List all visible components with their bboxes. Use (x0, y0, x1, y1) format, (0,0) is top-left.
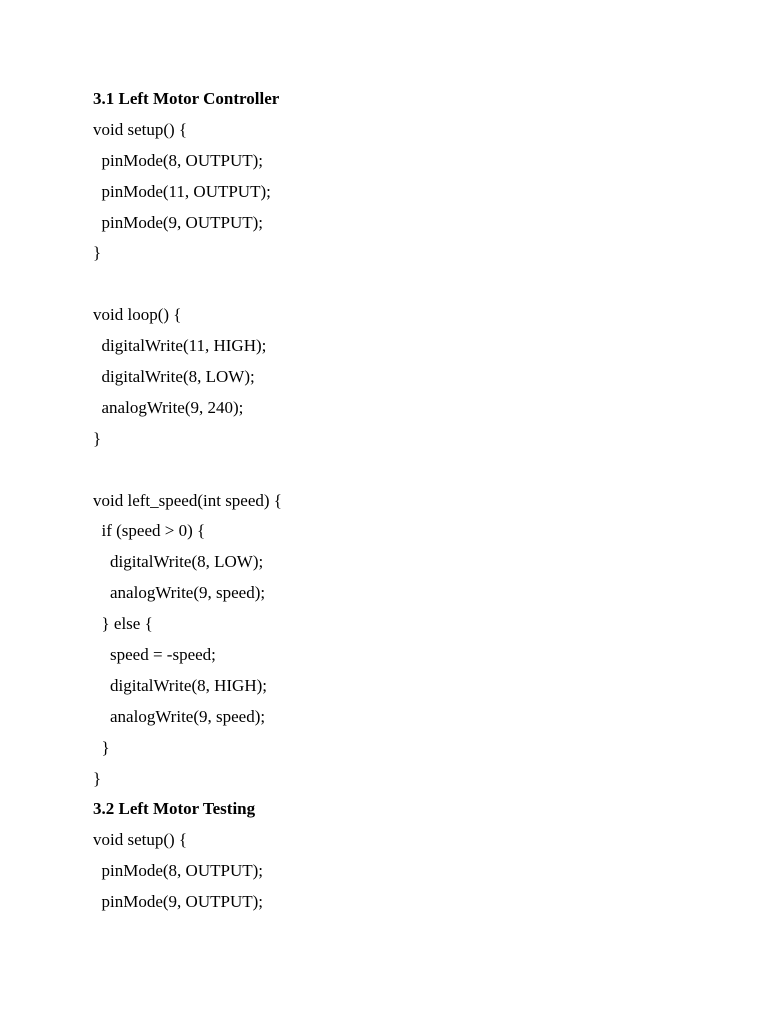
code-line: void loop() { (93, 305, 182, 325)
code-line: } (93, 737, 110, 757)
code-line: analogWrite(9, 240); (93, 397, 244, 417)
code-line: void left_speed(int speed) { (93, 490, 282, 510)
code-line: pinMode(9, OUTPUT); (93, 892, 263, 912)
code-line: analogWrite(9, speed); (93, 583, 266, 603)
code-line: pinMode(9, OUTPUT); (93, 212, 263, 232)
code-line: } else { (93, 614, 153, 634)
code-line: void setup() { (93, 830, 188, 850)
document-body (93, 84, 693, 918)
section-heading: 3.1 Left Motor Controller (93, 89, 280, 108)
section-heading: 3.2 Left Motor Testing (93, 799, 256, 819)
code-line: if (speed > 0) { (93, 521, 206, 541)
code-line: analogWrite(9, speed); (93, 706, 266, 726)
code-line: pinMode(11, OUTPUT); (93, 181, 271, 201)
code-line: } (93, 428, 102, 448)
code-line: digitalWrite(8, HIGH); (93, 675, 267, 695)
code-line: digitalWrite(8, LOW); (93, 367, 255, 387)
code-line: pinMode(8, OUTPUT); (93, 861, 263, 881)
code-line: digitalWrite(11, HIGH); (93, 336, 267, 356)
code-line: pinMode(8, OUTPUT); (93, 150, 263, 170)
code-line: void setup() { (93, 119, 188, 139)
code-line: speed = -speed; (93, 645, 216, 665)
blank-line (93, 455, 693, 486)
code-line: digitalWrite(8, LOW); (93, 552, 264, 572)
code-line: } (93, 768, 102, 788)
code-line: } (93, 243, 102, 263)
blank-line (93, 269, 693, 300)
